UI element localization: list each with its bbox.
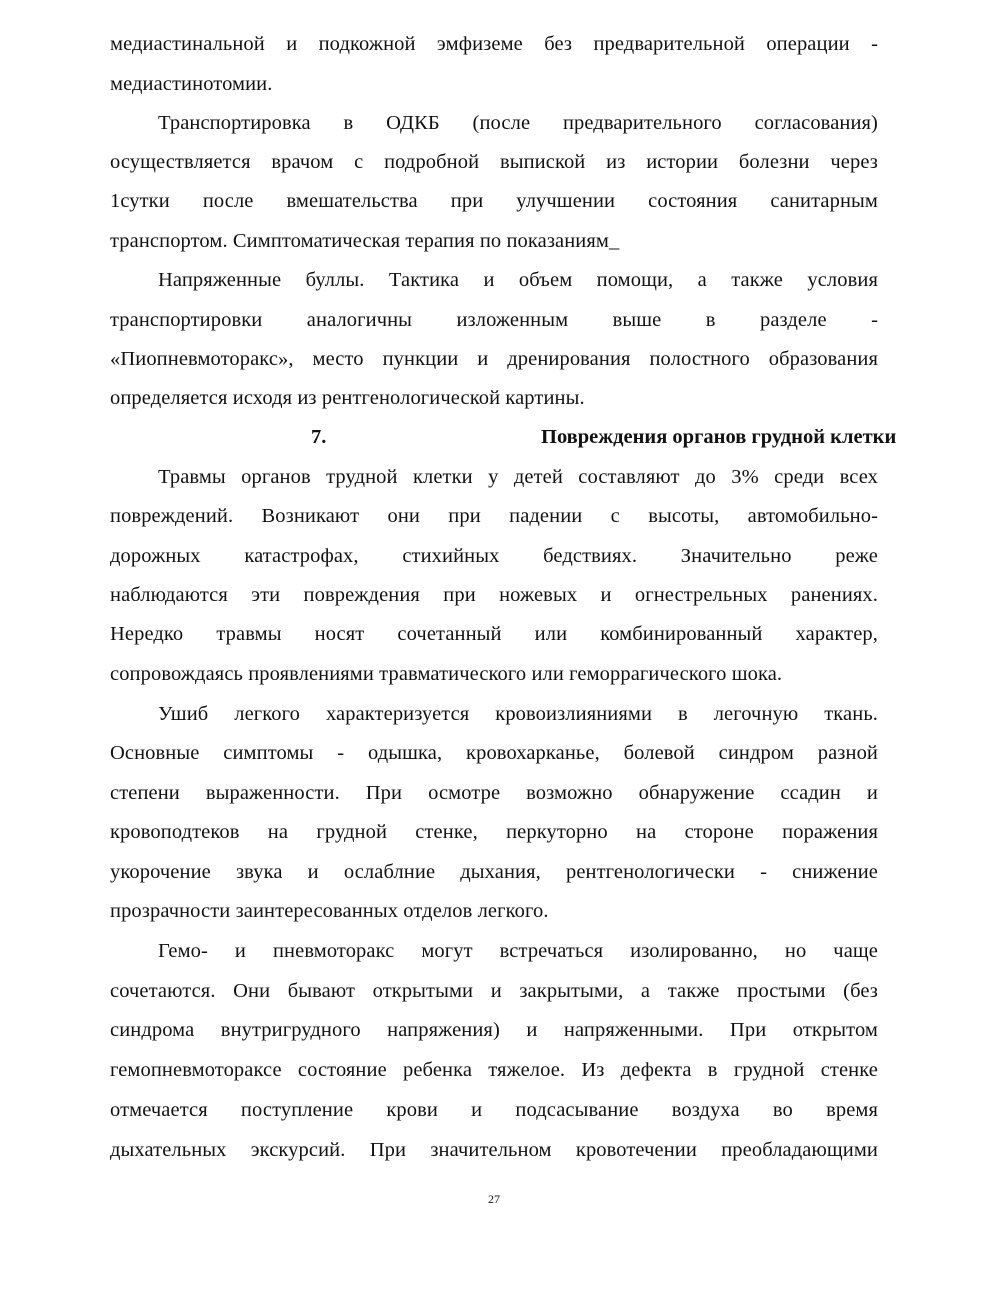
section-title: Повреждения органов грудной клетки bbox=[541, 426, 897, 448]
text-line: Транспортировка в ОДКБ (после предварительного согласования) bbox=[158, 112, 878, 134]
page-number: 27 bbox=[488, 1192, 500, 1206]
text-line: определяется исходя из рентгенологической картины. bbox=[110, 387, 585, 409]
text-line: Ушиб легкого характеризуется кровоизлияниями в легочную ткань. bbox=[158, 703, 878, 725]
text-line: гемопневмотораксе состояние ребенка тяжелое. Из дефекта в грудной стенке bbox=[110, 1059, 878, 1081]
section-number: 7. bbox=[311, 426, 327, 448]
text-line: сопровождаясь проявлениями травматического или геморрагического шока. bbox=[110, 663, 783, 685]
text-line: транспортом. Симптоматическая терапия по показаниям_ bbox=[110, 230, 620, 252]
text-line: наблюдаются эти повреждения при ножевых и огнестрельных ранениях. bbox=[110, 584, 878, 606]
text-line: Основные симптомы - одышка, кровохарканье, болевой синдром разной bbox=[110, 742, 878, 764]
text-line: кровоподтеков на грудной стенке, перкуторно на стороне поражения bbox=[110, 821, 878, 843]
text-line: степени выраженности. При осмотре возможно обнаружение ссадин и bbox=[110, 782, 878, 804]
text-line: укорочение звука и ослаблние дыхания, рентгенологически - снижение bbox=[110, 861, 878, 883]
text-line: осуществляется врачом с подробной выпиской из истории болезни через bbox=[110, 151, 878, 173]
text-line: отмечается поступление крови и подсасывание воздуха во время bbox=[110, 1099, 878, 1121]
text-line: «Пиопневмоторакс», место пункции и дренирования полостного образования bbox=[110, 348, 878, 370]
text-line: синдрома внутригрудного напряжения) и напряженными. При открытом bbox=[110, 1019, 878, 1041]
text-line: медиастинотомии. bbox=[110, 73, 273, 95]
text-line: дорожных катастрофах, стихийных бедствиях. Значительно реже bbox=[110, 545, 878, 567]
text-line: Гемо- и пневмоторакс могут встречаться изолированно, но чаще bbox=[158, 940, 878, 962]
text-line: сочетаются. Они бывают открытыми и закрытыми, а также простыми (без bbox=[110, 980, 878, 1002]
text-line: прозрачности заинтересованных отделов легкого. bbox=[110, 900, 549, 922]
text-line: медиастинальной и подкожной эмфиземе без предварительной операции - bbox=[110, 33, 878, 55]
text-line: Напряженные буллы. Тактика и объем помощи, а также условия bbox=[158, 269, 878, 291]
text-line: 1сутки после вмешательства при улучшении состояния санитарным bbox=[110, 190, 878, 212]
text-line: дыхательных экскурсий. При значительном кровотечении преобладающими bbox=[110, 1139, 878, 1161]
text-line: транспортировки аналогичны изложенным выше в разделе - bbox=[110, 309, 878, 331]
text-line: Нередко травмы носят сочетанный или комбинированный характер, bbox=[110, 623, 878, 645]
text-line: Травмы органов трудной клетки у детей составляют до 3% среди всех bbox=[158, 466, 878, 488]
text-line: повреждений. Возникают они при падении с высоты, автомобильно- bbox=[110, 505, 878, 527]
